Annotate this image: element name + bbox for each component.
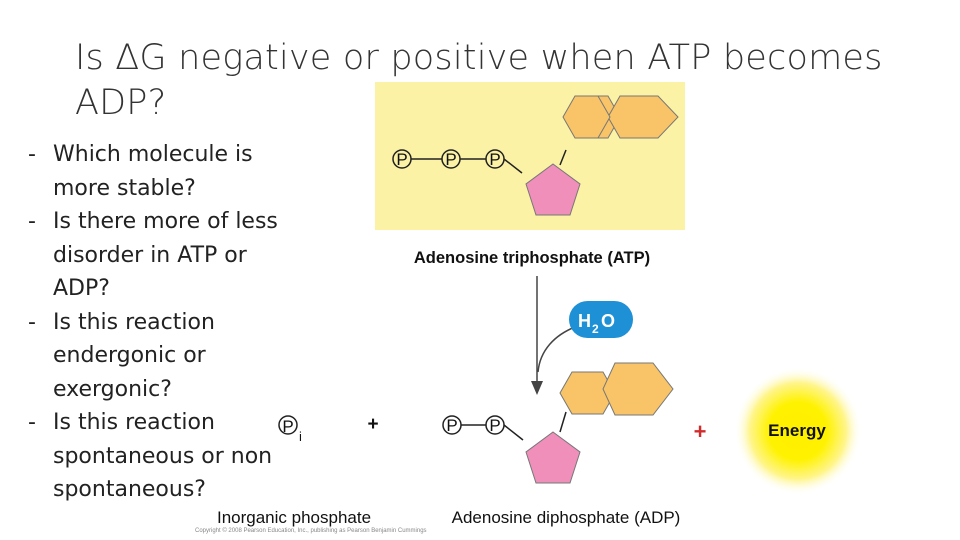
arrow-head-icon — [531, 381, 543, 395]
phosphate-subscript: i — [299, 429, 302, 444]
plus-sign: + — [693, 419, 707, 444]
phosphate-label: P — [396, 150, 408, 169]
bullet-dash: - — [28, 142, 36, 167]
adp-molecule — [443, 363, 673, 483]
water-subscript: 2 — [592, 322, 599, 336]
phosphate-label: P — [489, 150, 501, 169]
copyright-notice: Copyright © 2008 Pearson Education, Inc., publishing as Pearson Benjamin Cummings — [195, 528, 427, 534]
phosphate-circle — [443, 416, 461, 435]
water-curve-arrow — [538, 327, 575, 372]
ribose-pentagon — [526, 432, 580, 483]
phosphate-label: P — [489, 416, 501, 435]
phosphate-label: P — [282, 417, 294, 436]
atp-label: Adenosine triphosphate (ATP) — [413, 249, 651, 267]
question-text: Is this reaction endergonic or exergonic? — [53, 309, 215, 402]
inorganic-phosphate — [279, 416, 302, 444]
plus-sign: + — [367, 414, 379, 435]
phosphate-circle — [486, 150, 504, 169]
question-text: Is there more of less disorder in ATP or ADP? — [53, 209, 278, 301]
adenine-ring — [603, 363, 673, 415]
bullet-dash: - — [28, 309, 36, 335]
energy-label: Energy — [768, 421, 826, 440]
adp-label: Adenosine diphosphate (ADP) — [451, 508, 681, 527]
phosphate-circle — [393, 150, 411, 169]
bullet-dash: - — [28, 410, 36, 435]
phosphate-circle — [442, 150, 460, 169]
phosphate-label: P — [446, 416, 458, 435]
phosphate-circle — [486, 416, 504, 435]
bullet-dash: - — [28, 209, 36, 234]
water-o: O — [601, 311, 616, 331]
phosphate-label: P — [445, 150, 457, 169]
water-bubble — [569, 301, 633, 338]
water-h: H — [578, 311, 591, 331]
slide-title: Is ΔG negative or positive when ATP becomes ADP? — [75, 38, 883, 123]
question-text: Is this reaction spontaneous or non spontaneous? — [53, 410, 273, 502]
question-text: Which molecule is more stable? — [53, 142, 253, 201]
inorganic-phosphate-label: Inorganic phosphate — [216, 508, 372, 527]
